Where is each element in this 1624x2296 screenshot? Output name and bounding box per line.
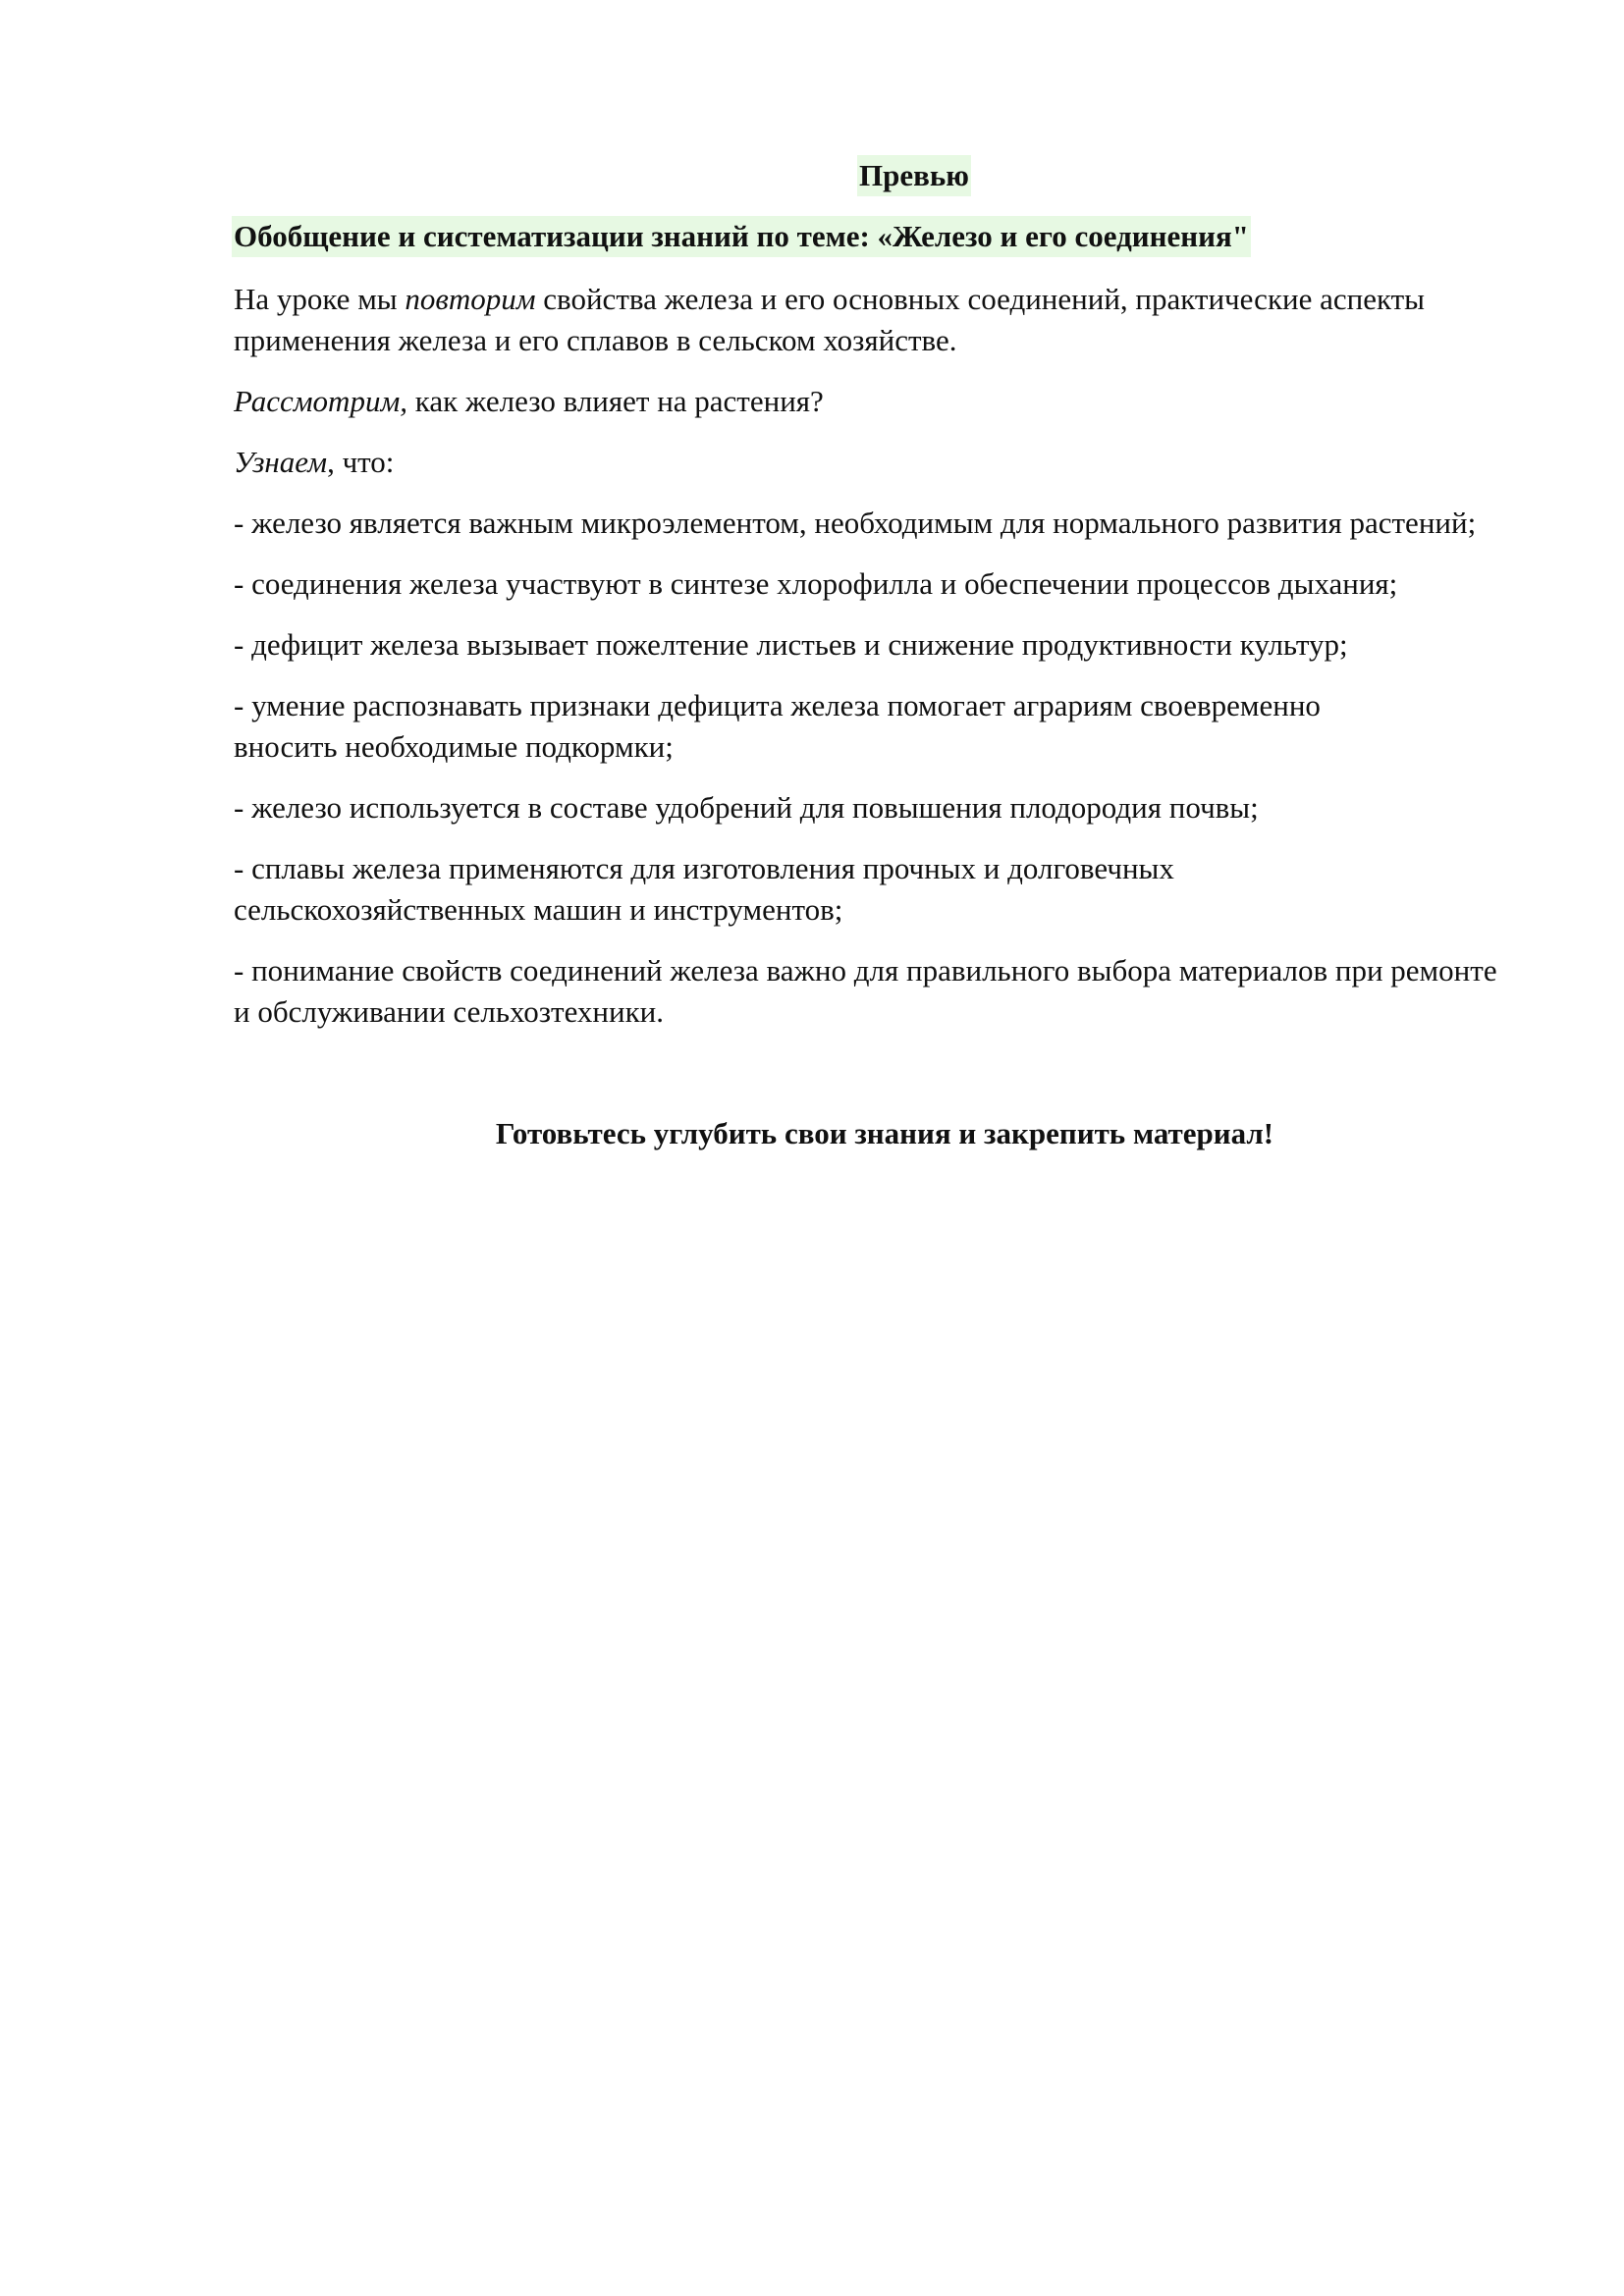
list-item: - железо используется в составе удобрений для повышения плодородия почвы; — [234, 790, 1259, 825]
intro-text-end: свойства железа и его основных соединений, практические аспекты применения железа и его сплавов в сельском хозяйстве. — [234, 282, 1425, 357]
consider-emphasis: Рассмотрим, — [234, 384, 407, 418]
consider-paragraph — [234, 381, 1510, 422]
consider-text: как железо влияет на растения? — [406, 384, 824, 418]
list-item: - железо является важным микроэлементом, необходимым для нормального развития растений; — [234, 506, 1477, 540]
page-title: Превью — [857, 155, 971, 196]
intro-paragraph — [234, 279, 1510, 361]
list-item: - понимание свойств соединений железа важно для правильного выбора материалов при ремонте и обслуживании сельхозтехники. — [234, 953, 1497, 1029]
closing-message: Готовьтесь углубить свои знания и закрепить материал! — [495, 1116, 1274, 1150]
lesson-topic: Обобщение и систематизации знаний по теме: «Железо и его соединения" — [232, 216, 1251, 257]
learn-emphasis: Узнаем — [234, 445, 328, 479]
subtitle-row — [234, 196, 1510, 257]
title-row — [234, 155, 1512, 196]
learn-text: , что: — [327, 445, 395, 479]
learn-paragraph — [234, 442, 1510, 483]
list-item: - умение распознавать признаки дефицита железа помогает аграриям своевременно вносить необходимые подкормки; — [234, 688, 1321, 764]
learning-points-list — [234, 503, 1510, 1033]
document-page — [234, 155, 1510, 1154]
intro-text-start: На уроке мы — [234, 282, 406, 316]
list-item: - соединения железа участвуют в синтезе хлорофилла и обеспечении процессов дыхания; — [234, 566, 1398, 601]
intro-emphasis: повторим — [405, 282, 536, 316]
list-item: - дефицит железа вызывает пожелтение листьев и снижение продуктивности культур; — [234, 627, 1348, 662]
list-item: - сплавы железа применяются для изготовления прочных и долговечных сельскохозяйственных машин и инструментов; — [234, 851, 1174, 927]
